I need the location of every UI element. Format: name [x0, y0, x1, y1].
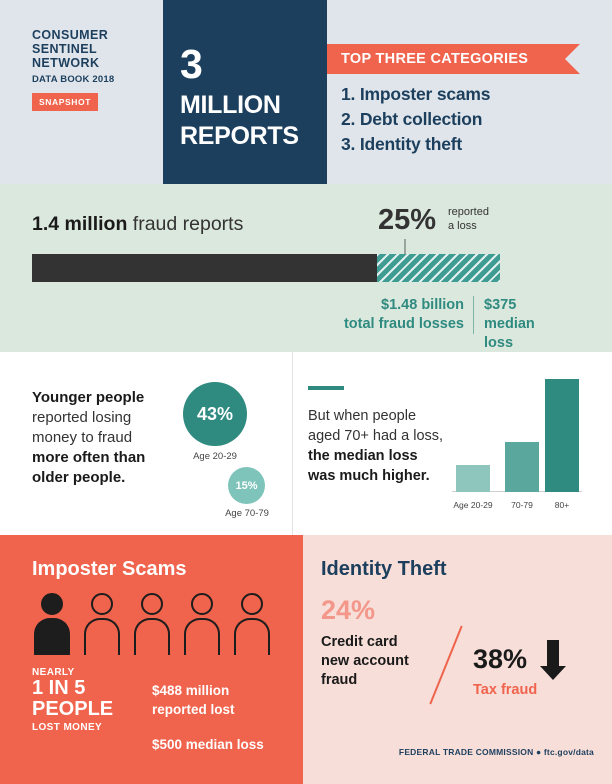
fraud-headline-rest: fraud reports	[127, 213, 244, 235]
imposter-scams-panel	[0, 535, 303, 784]
people-pictogram	[32, 593, 272, 655]
fraud-loss-label-line2: a loss	[448, 220, 477, 232]
brand-line-3: NETWORK	[32, 56, 100, 70]
big-number-panel	[163, 0, 327, 184]
age-left-line5: older people.	[32, 469, 126, 486]
top-categories-ribbon	[327, 44, 565, 74]
one-in-five-callout	[32, 667, 113, 733]
top-categories-title: TOP THREE CATEGORIES	[341, 51, 529, 67]
age-section	[0, 352, 612, 535]
one-in-five-value: 1 IN 5	[32, 677, 86, 699]
identity-theft-panel	[303, 535, 612, 784]
age-right-line4: was much higher.	[308, 468, 430, 484]
age-circle-70-79-label: Age 70-79	[225, 508, 269, 519]
median-loss-bar-chart	[452, 374, 582, 514]
age-left-line2: reported losing	[32, 409, 132, 426]
fraud-headline-bold: 1.4 million	[32, 213, 128, 235]
median-loss-label: median loss	[484, 316, 535, 351]
imposter-figures	[152, 681, 264, 754]
imposter-reported-lost-amount: $488 million	[152, 683, 230, 698]
diagonal-divider	[429, 626, 462, 705]
total-fraud-losses	[334, 296, 464, 334]
age-left-line4: more often than	[32, 449, 146, 466]
chart-bar-1-label: 70-79	[511, 500, 533, 510]
person-icon	[232, 593, 272, 655]
tax-fraud-label: Tax fraud	[473, 682, 538, 698]
fraud-headline	[32, 213, 243, 236]
imposter-reported-lost	[152, 681, 264, 719]
person-icon	[82, 593, 122, 655]
credit-card-label	[321, 633, 409, 690]
person-head-icon	[141, 593, 163, 615]
age-right-rule	[308, 386, 344, 390]
person-body-icon	[84, 618, 120, 655]
chart-bar-2-fill	[545, 379, 579, 492]
person-head-icon	[41, 593, 63, 615]
big-number-word-reports: REPORTS	[180, 122, 299, 150]
brand-line-1: CONSUMER	[32, 28, 109, 42]
fraud-loss-percent-label	[448, 205, 489, 233]
top-category-2: 2. Debt collection	[341, 109, 483, 129]
top-category-1: 1. Imposter scams	[341, 84, 491, 104]
brand-title	[32, 28, 152, 70]
age-left-line3: money to fraud	[32, 429, 133, 446]
person-head-icon	[191, 593, 213, 615]
imposter-title: Imposter Scams	[32, 558, 187, 580]
brand-line-2: SENTINEL	[32, 42, 98, 56]
person-body-icon	[34, 618, 70, 655]
arrow-down-icon	[540, 640, 566, 680]
person-icon	[182, 593, 222, 655]
fraud-band	[0, 184, 612, 352]
fraud-bar-noloss-segment	[32, 254, 377, 282]
top-categories-list	[341, 82, 490, 157]
top-category-3: 3. Identity theft	[341, 134, 463, 154]
fraud-loss-label-line1: reported	[448, 206, 489, 218]
credit-card-label-line2: new account	[321, 653, 409, 669]
age-right-line1: But when people	[308, 408, 417, 424]
age-right-text	[308, 406, 456, 486]
footer-attribution: FEDERAL TRADE COMMISSION ● ftc.gov/data	[398, 747, 594, 757]
person-body-icon	[234, 618, 270, 655]
big-number: 3	[180, 41, 203, 87]
person-icon	[132, 593, 172, 655]
person-body-icon	[184, 618, 220, 655]
chart-bar-0-label: Age 20-29	[453, 500, 493, 510]
chart-bar-0-fill	[456, 465, 490, 492]
big-number-word-million: MILLION	[180, 91, 281, 119]
credit-card-percent: 24%	[321, 595, 376, 625]
fraud-loss-percent: 25%	[378, 204, 437, 236]
lost-money-label: LOST MONEY	[32, 722, 103, 733]
person-head-icon	[241, 593, 263, 615]
fraud-bar	[32, 254, 500, 282]
imposter-median-loss: $500 median loss	[152, 737, 264, 752]
fraud-bar-tick	[404, 239, 406, 255]
age-left-text	[32, 388, 192, 488]
brand-block	[32, 28, 152, 111]
age-left-line1: Younger people	[32, 389, 145, 406]
chart-bar-2-label: 80+	[554, 500, 570, 510]
age-circle-20-29: 43%	[183, 382, 247, 446]
age-right-line2: aged 70+ had a loss,	[308, 428, 444, 444]
credit-card-label-line3: fraud	[321, 672, 358, 688]
person-body-icon	[134, 618, 170, 655]
age-section-divider	[292, 352, 293, 535]
age-circle-70-79: 15%	[228, 467, 265, 504]
header-band	[0, 0, 612, 184]
credit-card-label-line1: Credit card	[321, 634, 398, 650]
median-loss-amount: $375	[484, 297, 517, 313]
fraud-bar-loss-segment	[377, 254, 500, 282]
tax-fraud-percent: 38%	[473, 644, 528, 674]
median-loss	[484, 296, 535, 353]
loss-divider	[473, 296, 474, 334]
person-icon	[32, 593, 72, 655]
snapshot-badge: SNAPSHOT	[32, 93, 98, 111]
imposter-reported-lost-label: reported lost	[152, 702, 235, 717]
brand-subtitle: DATA BOOK 2018	[32, 74, 115, 85]
age-circle-20-29-label: Age 20-29	[193, 451, 237, 462]
age-right-line3: the median loss	[308, 448, 418, 464]
person-head-icon	[91, 593, 113, 615]
chart-bar-1-fill	[505, 442, 539, 492]
people-word: PEOPLE	[32, 698, 114, 720]
total-fraud-losses-amount: $1.48 billion	[381, 297, 464, 313]
total-fraud-losses-label: total fraud losses	[343, 316, 464, 332]
nearly-label: NEARLY	[32, 667, 75, 678]
identity-title: Identity Theft	[321, 558, 447, 580]
